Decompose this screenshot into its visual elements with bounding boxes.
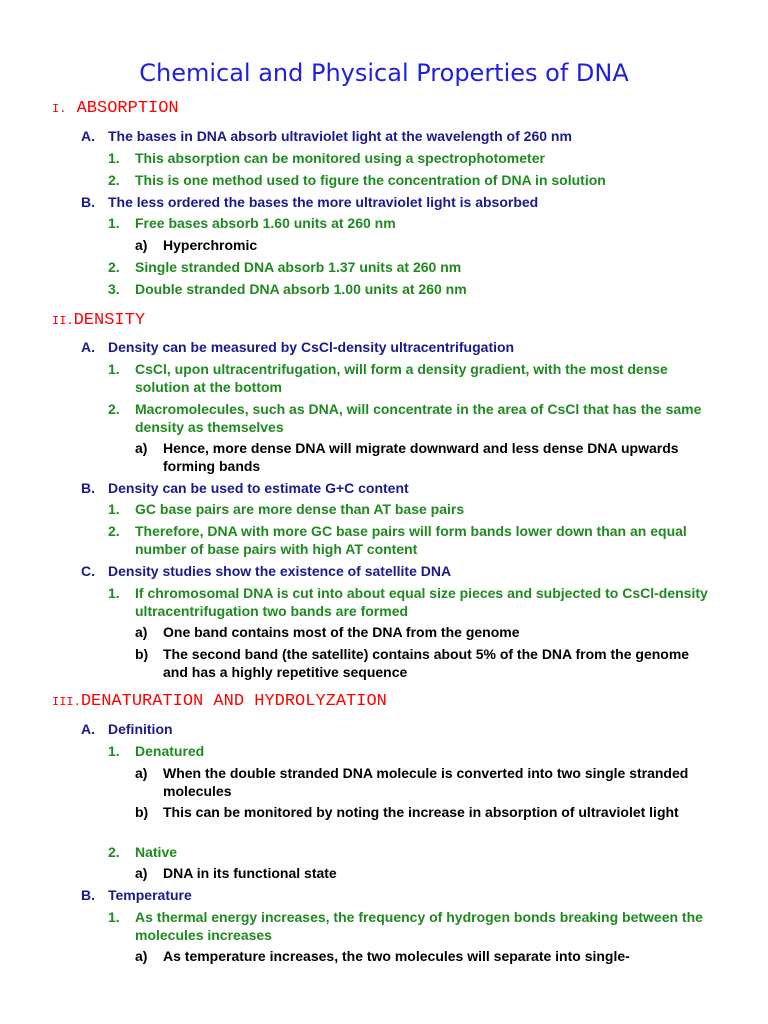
section-title: DENATURATION AND HYDROLYZATION [80, 692, 387, 711]
item-label: B. [81, 194, 95, 210]
item-label: 1. [108, 743, 120, 759]
item-text: The less ordered the bases the more ultraviolet light is absorbed [108, 194, 539, 210]
item-text: CsCl, upon ultracentrifugation, will form a density gradient, with the most dense solution at the bottom [135, 361, 668, 395]
outline-item [81, 338, 741, 356]
item-text: Native [135, 844, 178, 860]
item-text: Density can be measured by CsCl-density ultracentrifugation [108, 339, 515, 355]
outline-item [108, 522, 708, 558]
item-text: This is one method used to figure the concentration of DNA in solution [135, 172, 606, 188]
item-label: a) [135, 624, 148, 640]
item-text: Density can be used to estimate G+C content [108, 480, 409, 496]
item-text: If chromosomal DNA is cut into about equal size pieces and subjected to CsCl-density ultracentrifugation two bands are formed [135, 585, 708, 619]
item-text: DNA in its functional state [163, 865, 337, 881]
item-text: Definition [108, 721, 173, 737]
item-label: 2. [108, 259, 120, 275]
item-label: B. [81, 887, 95, 903]
outline-item [81, 720, 741, 738]
item-label: 2. [108, 401, 120, 417]
outline-item [81, 479, 741, 497]
outline-item [135, 439, 695, 475]
item-label: 2. [108, 172, 120, 188]
section-heading-absorption [52, 97, 179, 121]
outline-item [135, 623, 695, 641]
item-text: Macromolecules, such as DNA, will concentrate in the area of CsCl that has the same density as themselves [135, 401, 702, 435]
outline-item [135, 864, 695, 882]
item-label: 1. [108, 909, 120, 925]
outline-item [108, 400, 708, 436]
item-label: a) [135, 765, 148, 781]
section-numeral: I. [52, 102, 67, 116]
section-heading-denaturation [52, 690, 387, 714]
outline-item [108, 500, 708, 518]
item-label: 1. [108, 361, 120, 377]
item-label: B. [81, 480, 95, 496]
item-text: Double stranded DNA absorb 1.00 units at 260 nm [135, 281, 467, 297]
outline-item [135, 947, 695, 965]
section-title: DENSITY [73, 311, 146, 330]
item-text: The bases in DNA absorb ultraviolet light at the wavelength of 260 nm [108, 128, 572, 144]
section-title: ABSORPTION [76, 99, 179, 118]
item-text: This absorption can be monitored using a spectrophotometer [135, 150, 545, 166]
item-label: A. [81, 128, 95, 144]
item-label: b) [135, 804, 149, 820]
item-label: a) [135, 948, 148, 964]
item-label: 2. [108, 523, 120, 539]
section-numeral: III. [52, 695, 81, 709]
outline-item [81, 127, 741, 145]
item-text: Denatured [135, 743, 205, 759]
outline-item [108, 360, 708, 396]
section-heading-density [52, 309, 145, 333]
item-label: 3. [108, 281, 120, 297]
item-text: Therefore, DNA with more GC base pairs will form bands lower down than an equal number of base pairs with high AT content [135, 523, 687, 557]
outline-item [108, 742, 708, 760]
item-text: When the double stranded DNA molecule is converted into two single stranded molecules [163, 765, 689, 799]
outline-item [108, 258, 708, 276]
item-label: 1. [108, 501, 120, 517]
outline-item [108, 171, 708, 189]
item-text: As temperature increases, the two molecules will separate into single- [163, 948, 630, 964]
section-numeral: II. [52, 314, 74, 328]
outline-item [108, 843, 708, 861]
item-text: As thermal energy increases, the frequency of hydrogen bonds breaking between the molecules increases [135, 909, 703, 943]
outline-item [108, 149, 708, 167]
item-text: Density studies show the existence of satellite DNA [108, 563, 452, 579]
item-text: Free bases absorb 1.60 units at 260 nm [135, 215, 396, 231]
outline-item [135, 645, 695, 681]
item-text: Temperature [108, 887, 192, 903]
outline-item [135, 764, 695, 800]
item-text: The second band (the satellite) contains about 5% of the DNA from the genome and has a highly repetitive sequence [163, 646, 690, 680]
item-label: A. [81, 339, 95, 355]
outline-item [135, 236, 695, 254]
item-text: GC base pairs are more dense than AT base pairs [135, 501, 465, 517]
item-label: b) [135, 646, 149, 662]
item-label: a) [135, 440, 148, 456]
item-label: C. [81, 563, 95, 579]
item-label: A. [81, 721, 95, 737]
item-text: This can be monitored by noting the increase in absorption of ultraviolet light [163, 804, 679, 820]
outline-item [108, 584, 708, 620]
outline-item [81, 193, 741, 211]
item-label: a) [135, 237, 148, 253]
item-label: 1. [108, 585, 120, 601]
page-title: Chemical and Physical Properties of DNA [139, 59, 629, 87]
item-text: Single stranded DNA absorb 1.37 units at 260 nm [135, 259, 462, 275]
outline-item [108, 280, 708, 298]
outline-item [108, 908, 708, 944]
item-label: 1. [108, 150, 120, 166]
item-text: One band contains most of the DNA from the genome [163, 624, 520, 640]
item-text: Hyperchromic [163, 237, 258, 253]
outline-item [81, 562, 741, 580]
item-label: 2. [108, 844, 120, 860]
outline-item [108, 214, 708, 232]
item-text: Hence, more dense DNA will migrate downward and less dense DNA upwards forming bands [163, 440, 679, 474]
item-label: 1. [108, 215, 120, 231]
item-label: a) [135, 865, 148, 881]
outline-item [135, 803, 695, 821]
outline-item [81, 886, 741, 904]
